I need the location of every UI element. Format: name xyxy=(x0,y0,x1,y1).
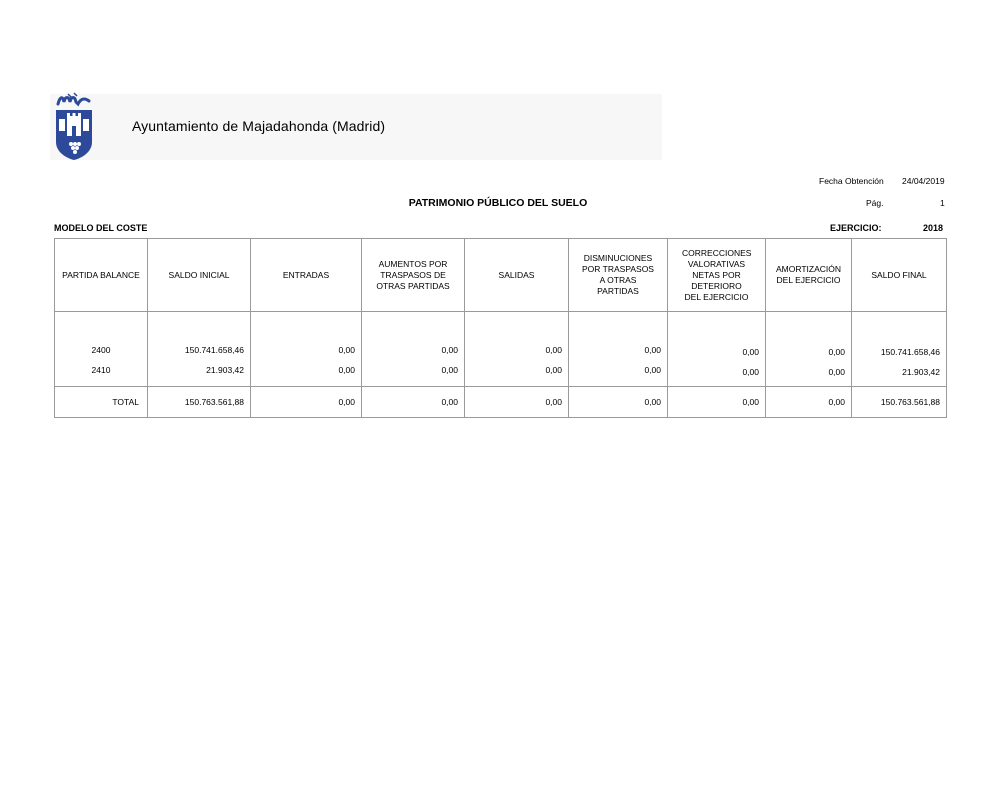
header-correcciones: CORRECCIONES VALORATIVAS NETAS POR DETERIORO DEL EJERCICIO xyxy=(668,239,766,312)
report-title: PATRIMONIO PÚBLICO DEL SUELO xyxy=(408,197,588,209)
header-disminuciones: DISMINUCIONES POR TRASPASOS A OTRAS PARTIDAS xyxy=(569,239,668,312)
cell-total-entradas: 0,00 xyxy=(251,387,362,418)
table-row xyxy=(55,312,947,358)
table-header-row xyxy=(55,239,947,312)
header-amortizacion: AMORTIZACIÓN DEL EJERCICIO xyxy=(766,239,852,312)
cell-aumentos: 0,00 xyxy=(362,312,465,358)
fecha-label: Fecha Obtención xyxy=(819,176,884,186)
fecha-value: 24/04/2019 xyxy=(902,176,945,186)
header-saldo-final: SALDO FINAL xyxy=(852,239,947,312)
header-salidas: SALIDAS xyxy=(465,239,569,312)
cell-amortizacion: 0,00 xyxy=(828,366,845,377)
header-aumentos: AUMENTOS POR TRASPASOS DE OTRAS PARTIDAS xyxy=(362,239,465,312)
cell-amortizacion: 0,00 xyxy=(828,346,845,357)
pag-value: 1 xyxy=(940,198,945,208)
header-partida-balance: PARTIDA BALANCE xyxy=(55,239,148,312)
patrimonio-table xyxy=(54,238,947,418)
cell-saldo-inicial: 150.741.658,46 xyxy=(148,312,251,358)
cell-total-salidas: 0,00 xyxy=(465,387,569,418)
cell-total-disminuciones: 0,00 xyxy=(569,387,668,418)
cell-salidas: 0,00 xyxy=(465,312,569,358)
table-row xyxy=(55,358,947,386)
cell-correcciones: 0,00 xyxy=(742,346,759,357)
header-entradas: ENTRADAS xyxy=(251,239,362,312)
cell-disminuciones: 0,00 xyxy=(569,358,668,386)
ejercicio-label: EJERCICIO: xyxy=(830,223,882,233)
cell-total-aumentos: 0,00 xyxy=(362,387,465,418)
cell-total-label: TOTAL xyxy=(55,387,148,418)
cell-entradas: 0,00 xyxy=(251,358,362,386)
ejercicio-value: 2018 xyxy=(923,223,944,233)
organization-name: Ayuntamiento de Majadahonda (Madrid) xyxy=(132,118,386,134)
cell-salidas: 0,00 xyxy=(465,358,569,386)
cell-entradas: 0,00 xyxy=(251,312,362,358)
cell-partida: 2400 xyxy=(55,312,148,358)
cell-total-saldo-final: 150.763.561,88 xyxy=(852,387,947,418)
cell-saldo-final: 150.741.658,46 xyxy=(880,346,940,357)
table-total-row xyxy=(55,387,947,418)
modelo-label: MODELO DEL COSTE xyxy=(54,223,148,233)
cell-aumentos: 0,00 xyxy=(362,358,465,386)
cell-partida: 2410 xyxy=(55,358,148,386)
cell-disminuciones: 0,00 xyxy=(569,312,668,358)
cell-correcciones: 0,00 xyxy=(742,366,759,377)
cell-total-correcciones: 0,00 xyxy=(668,387,766,418)
cell-saldo-final: 21.903,42 xyxy=(902,366,940,377)
majadahonda-coat-of-arms-icon xyxy=(54,92,94,160)
header-saldo-inicial: SALDO INICIAL xyxy=(148,239,251,312)
cell-total-amortizacion: 0,00 xyxy=(766,387,852,418)
cell-saldo-inicial: 21.903,42 xyxy=(148,358,251,386)
pag-label: Pág. xyxy=(866,198,884,208)
cell-total-saldo-inicial: 150.763.561,88 xyxy=(148,387,251,418)
